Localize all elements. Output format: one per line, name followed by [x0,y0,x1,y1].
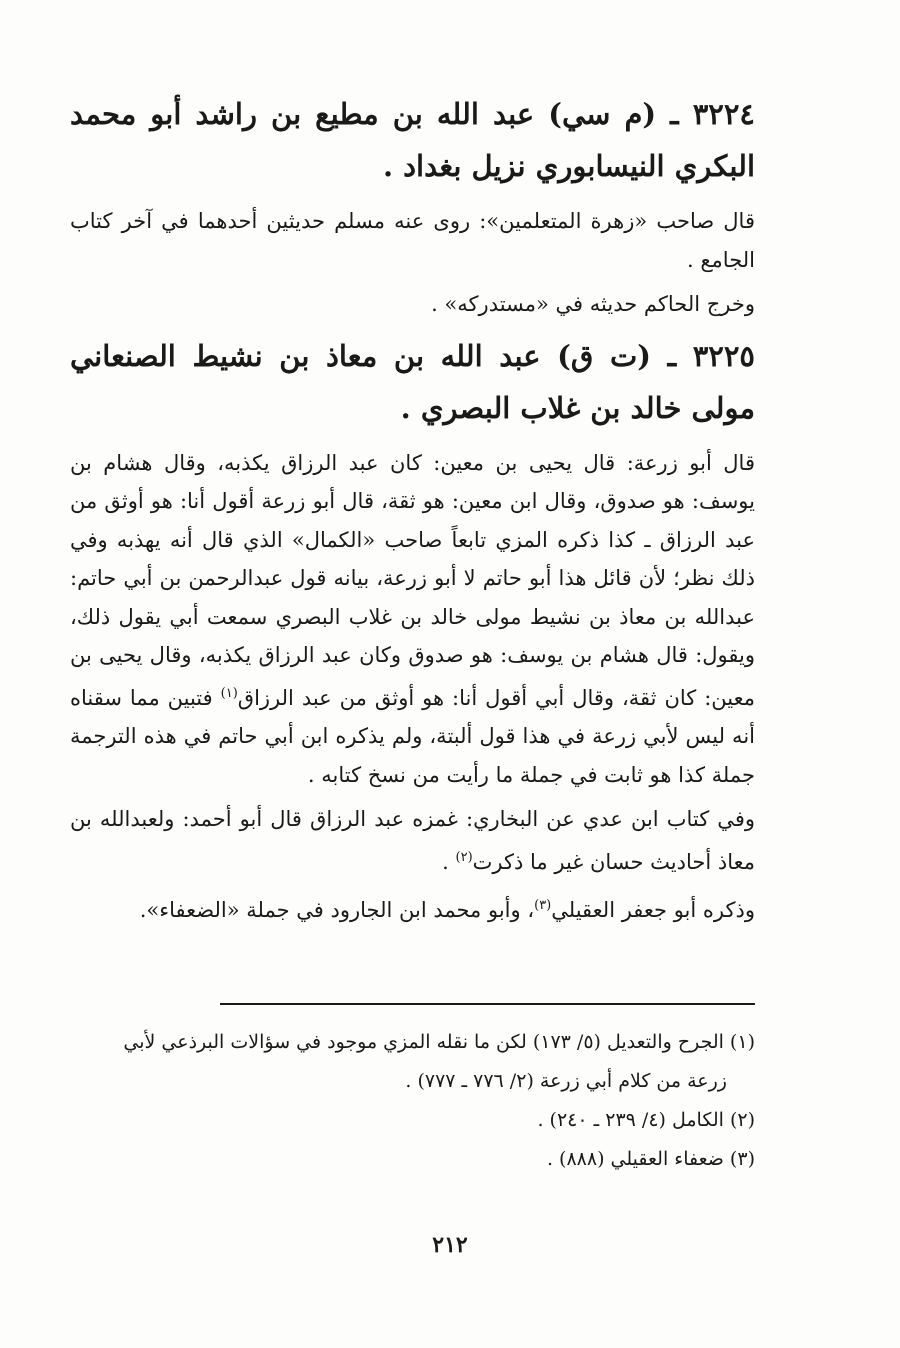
paragraph: وخرج الحاكم حديثه في «مستدركه» . [431,292,755,316]
footnote-2: (٢) الكامل (٤/ ٢٣٩ ـ ٢٤٠) . [537,1109,755,1131]
paragraph-text: ، وأبو محمد ابن الجارود في جملة «الضعفاء». [139,898,535,922]
paragraph [70,444,755,795]
paragraph-text: فتبين مما سقناه أنه ليس لأبي زرعة في هذا قول ألبتة، ولم يذكره ابن أبي حاتم في هذه الترجمة جملة كذا هو ثابت في جملة ما رأيت من نسخ كتابه . [70,685,755,787]
footnote-divider [220,1003,755,1005]
footnote-marker-2: (٢) [455,849,473,865]
footnote-1: (١) الجرح والتعديل (٥/ ١٧٣) لكن ما نقله المزي موجود في سؤالات البرذعي لأبي [123,1031,755,1053]
paragraph [70,887,755,930]
paragraph-text: قال أبو زرعة: قال يحيى بن معين: كان عبد الرزاق يكذبه، وقال هشام بن يوسف: هو صدوق، وقال ابن معين: هو ثقة، قال أبو زرعة أقول أنا: هو أوثق من عبد الرزاق ـ كذا ذكره المزي تابعاً صاحب «الكمال» الذي قال أنه يهذبه وفي ذلك نظر؛ لأن قائل هذا أبو حاتم لا أبو زرعة، بيانه قول عبدالرحمن بن أبي حاتم: عبدالله بن معاذ بن نشيط مولى خالد بن غلاب البصري سمعت أبي يقول ذلك، ويقول: قال هشام بن يوسف: هو صدوق وكان عبد الرزاق يكذبه، وقال يحيى بن معين: كان ثقة، وقال أبي أقول أنا: هو أوثق من عبد الرزاق [70,450,755,710]
footnote-3: (٣) ضعفاء العقيلي (٨٨٨) . [546,1148,755,1170]
paragraph: قال صاحب «زهرة المتعلمين»: روى عنه مسلم حديثين أحدهما في آخر كتاب الجامع . [70,209,755,272]
footnote-1-continuation: زرعة من كلام أبي زرعة (٢/ ٧٧٦ ـ ٧٧٧) . [405,1070,727,1092]
footnote-marker-1: (١) [220,685,238,701]
footnotes [70,1024,755,1180]
paragraph-text: وفي كتاب ابن عدي عن البخاري: غمزه عبد الرزاق قال أبو أحمد: ولعبدالله بن معاذ أحاديث حسان غير ما ذكرت [70,807,755,874]
footnote-marker-3: (٣) [534,898,552,913]
paragraph [70,800,755,881]
paragraph-text: . [442,849,456,874]
main-text [70,88,755,936]
entry-heading-3225: ٣٢٢٥ ـ (ت ق) عبد الله بن معاذ بن نشيط الصنعاني مولى خالد بن غلاب البصري . [70,338,755,425]
entry-heading-3224: ٣٢٢٤ ـ (م سي) عبد الله بن مطيع بن راشد أبو محمد البكري النيسابوري نزيل بغداد . [70,97,755,183]
paragraph-text: وذكره أبو جعفر العقيلي [551,898,755,922]
page-number: ٢١٢ [432,1232,468,1258]
